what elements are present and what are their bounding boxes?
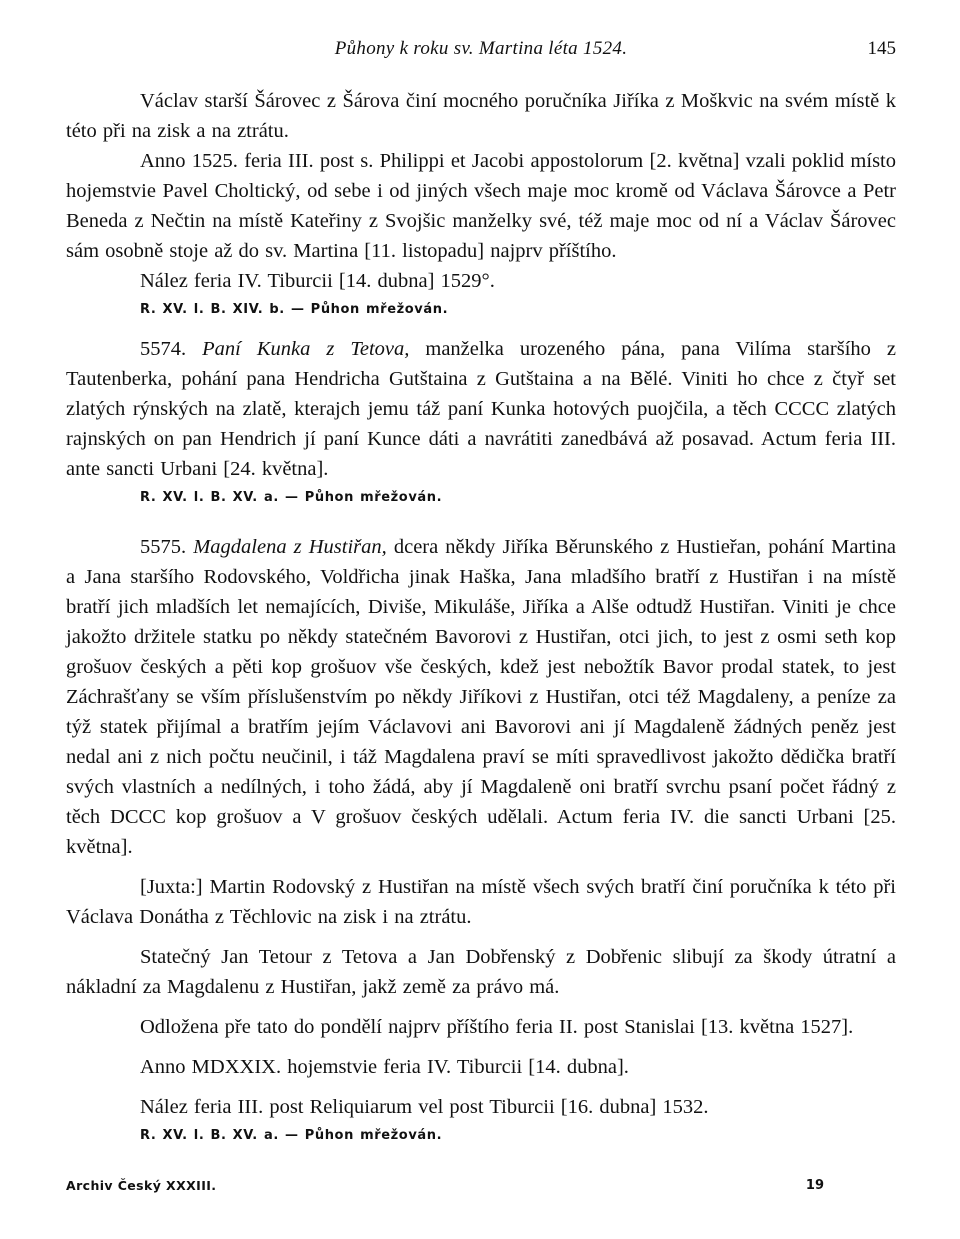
page-footer (66, 1178, 896, 1202)
entry-number: 5574. (140, 338, 187, 360)
paragraph: Anno 1525. feria III. post s. Philippi et Jacobi appostolorum [2. května] vzali poklid místo hojemstvie Pavel Choltický, od sebe i od jiných všech maje moc kromě od Václava Šárovce a Petr Beneda z Nečtin na místě Kateřiny z Svojšic manželky své, též maje moc od ní a Václav Šárovec sám osobně stoje až do sv. Martina [11. listopadu] najprv příštího. (66, 150, 896, 262)
entry-5574 (66, 334, 896, 484)
document-body (66, 86, 896, 1150)
paragraph: Václav starší Šárovec z Šárova činí mocného poručníka Jiříka z Moškvic na svém místě k této při na zisk a na ztrátu. (66, 90, 896, 142)
paragraph: Nález feria IV. Tiburcii [14. dubna] 1529°. (140, 270, 495, 292)
paragraph: Statečný Jan Tetour z Tetova a Jan Dobřenský z Dobřenic slibují za škody útratní a nákladní za Magdalenu z Hustiřan, jakž země za právo má. (66, 946, 896, 998)
entry-text: dcera někdy Jiříka Běrunského z Hustieřan, pohání Martina a Jana staršího Rodovského, Voldřicha jinak Haška, Jana mladšího bratří z Hustiřan i na místě bratří jich mladších let nemajících, Diviše, Mikuláše, Jiříka a Alše odtudž Hustiřan. Viniti je chce jakožto držitele statku po někdy statečném Bavorovi z Hustiřan, otci jich, to jest z osmi seth kop grošuov českých a pěti kop grošuov vše českých, kdež jest nebožtík Bavor prodal statek, to jest Záchrašťany se vším příslušenstvím po někdy Jiříkovi z Hustiřan, otci též Magdaleny, a peníze za týž statek přijímal a bratřím jejím Václavovi ani Bavorovi ani jí Magdaleně žádných peněz jest nedal ani z nich počtu neučinil, i táž Magdalena praví se míti spravedlivost jakožto dědička bratří svých vlastních a nedílných, i toho žádá, aby jí Magdaleně oni bratří svrchu psaní počet řádný z těch DCCC kop grošuov a V grošuov českých udělali. Actum feria IV. die sancti Urbani [25. května]. (66, 536, 896, 858)
entry-name: Paní Kunka z Tetova, (202, 338, 410, 360)
paragraph: Odložena pře tato do pondělí najprv příštího feria II. post Stanislai [13. května 1527]. (140, 1016, 854, 1038)
archival-reference: R. XV. l. B. XV. a. — Půhon mřežován. (140, 1128, 443, 1143)
running-title: Půhony k roku sv. Martina léta 1524. (334, 38, 628, 59)
archival-reference: R. XV. l. B. XV. a. — Půhon mřežován. (140, 490, 443, 505)
entry-text: manželka urozeného pána, pana Vilíma staršího z Tautenberka, pohání pana Hendricha Gutštaina z Gutštaina a na Bělé. Viniti ho chce z čtyř set zlatých rýnských na zlatě, kterajch jemu táž paní Kunka hotových puojčila, a těch CCCC zlatých rajnských on pan Hendrich jí paní Kunce dáti a navrátiti zanedbává až posavad. Actum feria III. ante sancti Urbani [24. května]. (66, 338, 896, 480)
entry-number: 5575. (140, 536, 187, 558)
page-header (66, 38, 896, 64)
page-number: 145 (867, 38, 896, 59)
paragraph: [Juxta:] Martin Rodovský z Hustiřan na místě všech svých bratří činí poručníka k této při Václava Donátha z Těchlovic na zisk i na ztrátu. (66, 876, 896, 928)
entry-name: Magdalena z Hustiřan, (193, 536, 387, 558)
footer-sheet-number: 19 (805, 1178, 824, 1193)
archival-reference: R. XV. l. B. XIV. b. — Půhon mřežován. (140, 302, 449, 317)
entry-5575 (66, 532, 896, 862)
footer-signature: Archiv Český XXXIII. (66, 1178, 217, 1193)
paragraph: Anno MDXXIX. hojemstvie feria IV. Tiburcii [14. dubna]. (140, 1056, 629, 1078)
paragraph: Nález feria III. post Reliquiarum vel post Tiburcii [16. dubna] 1532. (140, 1096, 709, 1118)
